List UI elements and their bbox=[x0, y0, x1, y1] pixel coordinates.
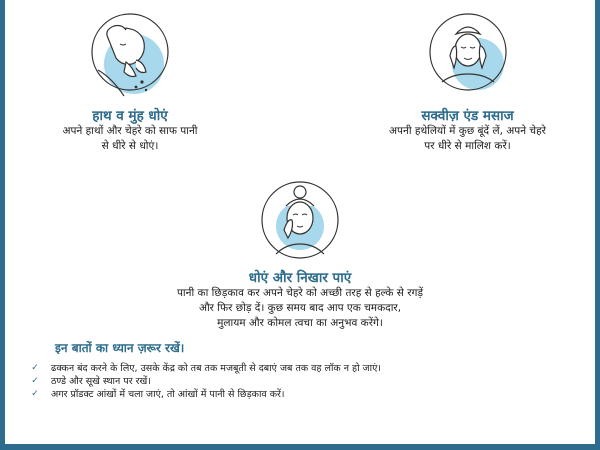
step-2-description bbox=[375, 124, 560, 154]
step-1-title: हाथ व मुंह धोएं bbox=[92, 108, 168, 124]
checkmark-icon: ✓ bbox=[31, 389, 39, 399]
step-2-desc-line-2: पर धीरे से मालिश करें। bbox=[424, 140, 511, 152]
step-3-description bbox=[150, 286, 450, 331]
checkmark-icon: ✓ bbox=[31, 376, 39, 386]
step-3-desc-line-1: पानी का छिड़काव कर अपने चेहरे को अच्छी तरह से हल्के से रगड़ें bbox=[176, 287, 424, 299]
tips-section bbox=[29, 339, 589, 401]
step-wash-glow bbox=[150, 178, 450, 331]
step-3-title: धोएं और निखार पाएं bbox=[248, 270, 352, 286]
washing-hands-face-icon bbox=[90, 12, 170, 104]
step-1-desc-line-2: से धीरे से धोएं। bbox=[101, 140, 159, 152]
tip-item bbox=[29, 388, 589, 401]
step-squeeze-massage bbox=[375, 12, 560, 154]
step-1-description bbox=[45, 124, 215, 154]
step-3-desc-line-3: मुलायम और कोमल त्वचा का अनुभव करेंगे। bbox=[217, 317, 383, 329]
glowing-face-icon bbox=[260, 178, 340, 264]
face-massage-icon bbox=[428, 12, 508, 102]
step-1-desc-line-1: अपने हाथों और चेहरे को साफ पानी bbox=[62, 125, 198, 137]
tip-text: अगर प्रॉडक्ट आंखों में चला जाएं, तो आंखों में पानी से छिड़काव करें। bbox=[51, 389, 285, 400]
tips-list bbox=[29, 362, 589, 401]
step-wash-hands-face bbox=[45, 12, 215, 154]
tip-text: ढक्कन बंद करने के लिए, उसके केंद्र को तब तक मजबूती से दबाएं जब तक वह लॉक न हो जाएं। bbox=[51, 363, 381, 374]
tip-text: ठण्डे और सूखे स्थान पर रखें। bbox=[51, 376, 151, 387]
tip-item bbox=[29, 362, 589, 375]
checkmark-icon: ✓ bbox=[31, 363, 39, 373]
step-2-title: सक्वीज़ एंड मसाज bbox=[421, 108, 514, 124]
tip-item bbox=[29, 375, 589, 388]
step-3-desc-line-2: और फिर छोड़ दें। कुछ समय बाद आप एक चमकदार, bbox=[198, 302, 402, 314]
tips-heading: इन बातों का ध्यान ज़रूर रखें। bbox=[55, 341, 185, 355]
step-2-desc-line-1: अपनी हथेलियों में कुछ बूंदें लें, अपने चेहरे bbox=[389, 125, 546, 137]
